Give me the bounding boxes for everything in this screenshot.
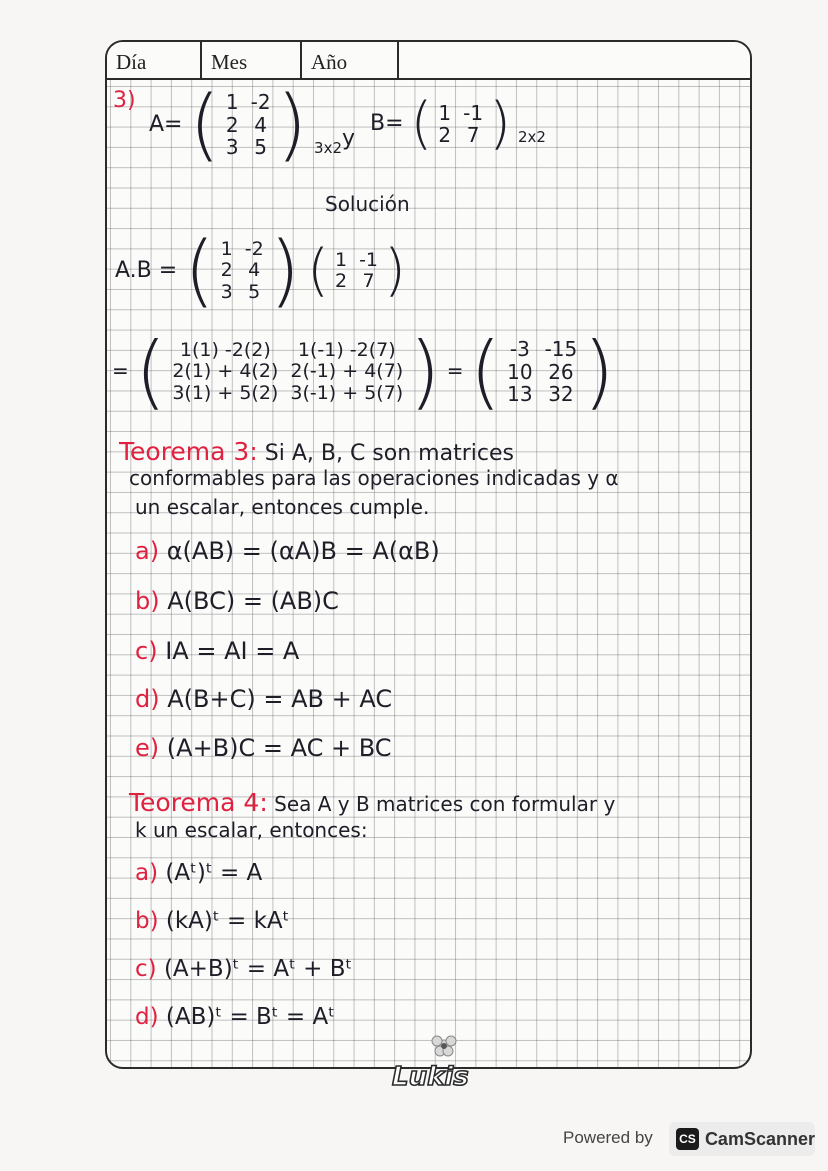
expansion-cell: 1(-1) -2(7) [297,339,396,362]
product-a-cell: 4 [248,259,261,282]
expansion-cell: 1(1) -2(2) [179,339,271,362]
theorem4-heading [129,788,615,817]
theorem3-line2: conformables para las operaciones indicadas y α [129,466,619,490]
product-a-cell: 2 [220,259,233,282]
product-b-cell: 7 [362,270,375,292]
theorem4-item [135,1004,335,1030]
theorem3-item [135,685,392,713]
date-blank-cell [399,42,750,78]
connector-y: y [342,126,356,151]
matrix-a-cell: 5 [254,135,267,160]
flower-icon [432,1036,456,1056]
matrix-b: ( 1 -1 2 7 ) [410,91,511,156]
product-a-cell: -2 [244,238,264,261]
matrix-a-cell: 4 [254,112,267,137]
lukis-logo-text: Lukis [392,1062,469,1090]
theorem3-item [135,734,392,762]
matrix-a-cell: 3 [225,135,239,160]
theorem4-item-label: b) [135,908,159,934]
result-cell: 13 [507,382,533,407]
result-cell: -15 [544,337,578,362]
theorem4-item-text: (AB)ᵗ = Bᵗ = Aᵗ [165,1004,335,1030]
result-equals: = [446,358,464,383]
notebook-sheet [105,40,752,1069]
product-a-cell: 1 [220,238,233,261]
matrix-b-label: B= [370,111,404,136]
product-matrix-b: ( 1 -1 2 7 ) [307,238,406,303]
theorem3-item-text: IA = AI = A [165,637,300,665]
theorem4-item [135,860,262,886]
theorem3-item-text: (A+B)C = AC + BC [166,734,392,762]
theorem3-item [135,637,299,665]
product-label: A.B = [115,258,178,283]
product-b-cell: 2 [334,270,348,292]
date-header [107,42,750,80]
matrix-b-definition [370,91,546,156]
powered-by-text: Powered by [563,1128,653,1147]
theorem4-item-text: (A+B)ᵗ = Aᵗ + Bᵗ [163,956,353,982]
theorem3-item-text: A(BC) = (AB)C [167,587,339,615]
result-cell: -3 [509,337,530,362]
theorem3-item-label: c) [135,637,158,665]
expansion-cell: 2(1) + 4(2) [172,360,279,383]
expansion-cell: 3(1) + 5(2) [172,381,279,404]
result-matrix: ( -3 -15 10 26 13 32 ) [469,325,615,418]
theorem4-item-text: (Aᵗ)ᵗ = A [165,860,263,886]
theorem3-item [135,587,339,615]
lukis-logo [380,1030,480,1090]
date-year-cell: Año [302,42,399,78]
theorem3-item [135,537,440,565]
theorem3-line1: Si A, B, C son matrices [264,441,514,466]
matrix-a: ( 1 -2 2 4 3 5 ) [189,80,308,170]
theorem3-title: Teorema 3: [119,437,258,466]
expansion-cell: 2(-1) + 4(7) [290,360,404,383]
theorem4-title: Teorema 4: [129,788,268,817]
product-a-cell: 5 [248,280,261,303]
theorem4-line2: k un escalar, entonces: [135,818,368,842]
matrix-a-cell: -2 [250,90,271,115]
result-cell: 10 [507,359,533,384]
product-a-cell: 3 [220,280,233,303]
result-cell: 32 [548,382,574,407]
theorem4-item [135,908,289,934]
camscanner-name: CamScanner [704,1128,815,1149]
camscanner-icon: CS [676,1128,699,1150]
theorem3-item-text: A(B+C) = AB + AC [167,685,393,713]
theorem4-line1: Sea A y B matrices con formular y [274,792,616,816]
theorem3-item-label: d) [135,685,160,713]
product-expression [115,226,406,316]
theorem4-item-label: c) [135,956,157,982]
matrix-b-cell: 7 [466,123,480,147]
solution-title: Solución [325,192,410,216]
theorem4-item-label: d) [135,1004,159,1030]
theorem3-item-label: a) [135,537,160,565]
matrix-b-cell: -1 [463,100,484,125]
result-cell: 26 [548,359,574,384]
theorem3-item-label: b) [135,587,160,615]
matrix-a-definition [149,80,343,170]
theorem3-item-text: α(AB) = (αA)B = A(αB) [166,537,440,565]
camscanner-badge[interactable] [669,1122,815,1156]
problem-number: 3) [113,88,136,113]
matrix-a-dim: 3x2 [314,139,343,157]
matrix-a-cell: 2 [225,112,239,137]
expansion-equals: = [112,358,129,383]
product-matrix-a: ( 1 -2 2 4 3 5 ) [184,226,301,316]
expansion-matrix: ( 1(1) -2(2) 1(-1) -2(7) 2(1) + 4(2) 2(-1) + 4(7) 3(1) + 5(2) 3(-1) + 5(7) ) [135,325,441,418]
date-month-cell: Mes [202,42,302,78]
product-b-cell: 1 [334,248,348,271]
theorem4-item [135,956,352,982]
theorem3-heading [119,437,514,466]
theorem3-line3: un escalar, entonces cumple. [135,495,430,519]
matrix-b-cell: 1 [438,100,452,125]
expansion-row [112,325,615,418]
theorem4-item-text: (kA)ᵗ = kAᵗ [165,908,290,934]
matrix-b-dim: 2x2 [517,128,546,146]
matrix-a-cell: 1 [225,90,239,115]
expansion-cell: 3(-1) + 5(7) [290,381,404,404]
matrix-b-cell: 2 [438,123,452,147]
theorem3-item-label: e) [135,734,160,762]
date-day-cell: Día [107,42,202,78]
matrix-a-label: A= [149,112,183,137]
product-b-cell: -1 [359,248,379,271]
theorem4-item-label: a) [135,860,159,886]
